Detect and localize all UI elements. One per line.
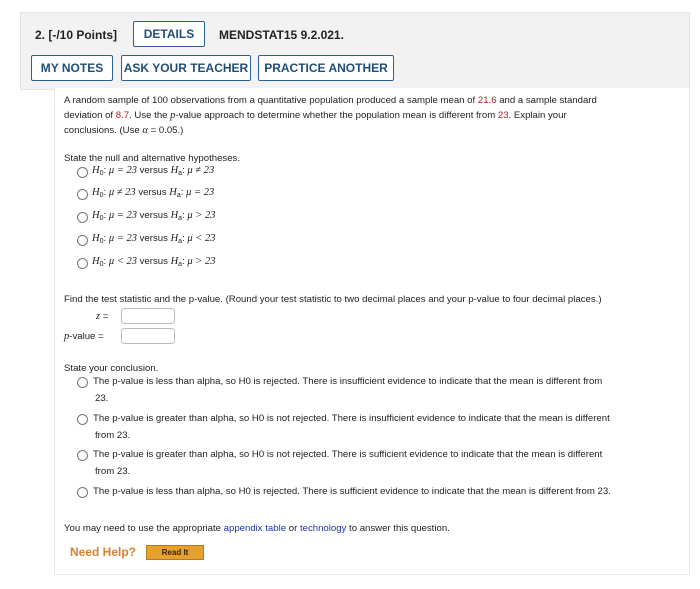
question-header <box>20 12 690 90</box>
problem-code: MENDSTAT15 9.2.021. <box>219 28 344 42</box>
ask-teacher-button[interactable]: ASK YOUR TEACHER <box>121 55 251 81</box>
my-notes-button[interactable]: MY NOTES <box>31 55 113 81</box>
p-value-input[interactable] <box>121 328 175 344</box>
p-value-label: p-value = <box>64 331 104 342</box>
hypothesis-radio-3[interactable] <box>77 212 88 223</box>
hypothesis-radio-4[interactable] <box>77 235 88 246</box>
sample-mean-value: 21.6 <box>477 95 497 106</box>
conclusion-option-1: The p-value is less than alpha, so H0 is rejected. There is insufficient evidence to indicate that the mean is different from <box>93 376 603 387</box>
question-number: 2. [-/10 Points] <box>35 28 118 42</box>
read-it-button[interactable]: Read It <box>146 545 204 560</box>
sample-sd-value: 8.7 <box>115 110 130 121</box>
conclusion-option-3-cont: from 23. <box>95 466 131 477</box>
conclusion-prompt: State your conclusion. <box>64 363 159 374</box>
appendix-table-link[interactable]: appendix table <box>223 523 287 534</box>
conclusion-radio-3[interactable] <box>77 450 88 461</box>
practice-another-button[interactable]: PRACTICE ANOTHER <box>258 55 394 81</box>
hypothesis-radio-1[interactable] <box>77 167 88 178</box>
details-button[interactable]: DETAILS <box>133 21 205 47</box>
test-prompt: Find the test statistic and the p-value. (Round your test statistic to two decimal places and your p-value to four decimal places.) <box>64 294 602 305</box>
hypothesis-option-1: $H_0$: μ = 23 versus $H_a$: μ ≠ 23 <box>92 165 215 177</box>
conclusion-radio-1[interactable] <box>77 377 88 388</box>
conclusion-radio-4[interactable] <box>77 487 88 498</box>
problem-line-1: A random sample of 100 observations from a quantitative population produced a sample mean of 21.6 and a sample standard <box>64 95 597 106</box>
hypothesis-option-3: $H_0$: μ = 23 versus $H_a$: μ > 23 <box>92 210 216 222</box>
z-label: z = <box>96 311 109 322</box>
z-input[interactable] <box>121 308 175 324</box>
conclusion-option-1-cont: 23. <box>95 393 109 404</box>
conclusion-option-2-cont: from 23. <box>95 430 131 441</box>
need-help-label: Need Help? <box>70 545 137 559</box>
hypothesis-option-2: $H_0$: μ ≠ 23 versus $H_a$: μ = 23 <box>92 187 215 199</box>
technology-link[interactable]: technology <box>299 523 347 534</box>
problem-line-3: conclusions. (Use α = 0.05.) <box>64 125 184 136</box>
resource-note: You may need to use the appropriate appendix table or technology to answer this question. <box>64 523 450 534</box>
hypotheses-prompt: State the null and alternative hypotheses. <box>64 153 241 164</box>
conclusion-option-3: The p-value is greater than alpha, so H0 is not rejected. There is sufficient evidence to indicate that the mean is different <box>93 449 603 460</box>
hypothesis-radio-5[interactable] <box>77 258 88 269</box>
conclusion-option-4: The p-value is less than alpha, so H0 is rejected. There is sufficient evidence to indicate that the mean is different from 23. <box>93 486 611 497</box>
conclusion-option-2: The p-value is greater than alpha, so H0 is not rejected. There is insufficient evidence to indicate that the mean is different <box>93 413 610 424</box>
hypothesis-radio-2[interactable] <box>77 189 88 200</box>
conclusion-radio-2[interactable] <box>77 414 88 425</box>
problem-line-2: deviation of 8.7. Use the p-value approach to determine whether the population mean is different from 23. Explain your <box>64 110 567 121</box>
hypothesis-option-4: $H_0$: μ = 23 versus $H_a$: μ < 23 <box>92 233 216 245</box>
pop-mean-value: 23 <box>497 110 509 121</box>
hypothesis-option-5: $H_0$: μ < 23 versus $H_a$: μ > 23 <box>92 256 216 268</box>
